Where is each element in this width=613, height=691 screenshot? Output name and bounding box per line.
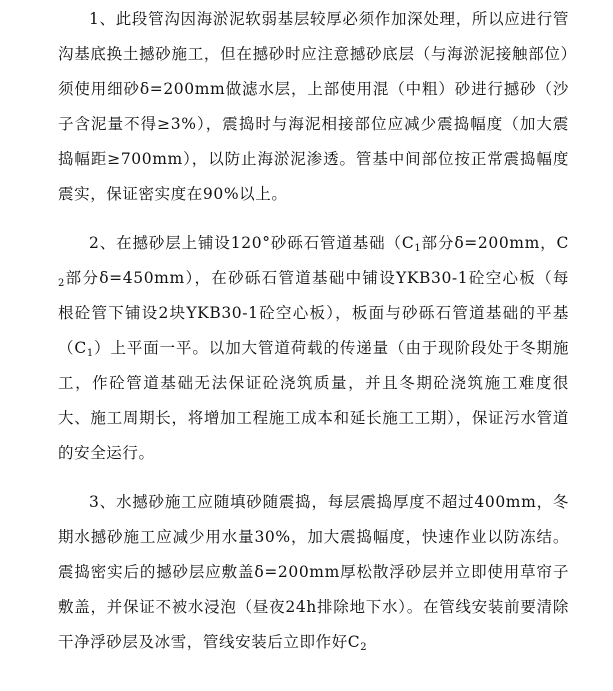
paragraph-2: 2、在撼砂层上铺设120°砂砾石管道基础（$C_1$部分δ=200mm，$C_2$部分δ=450mm），在砂砾石管道基础中铺设YKB30-1砼空心板（每根砼管下铺设2块YKB30-1砼空心板），板面与砂砾石管道基础的平基$(C_1)$上平面一平。以加大管道荷载的传递量（由于现阶段处于冬期施工，作砼管道基础无法保证砼浇筑质量，并且冬期砼浇筑施工难度很大、施工周期长，将增加工程施工成本和延长施工工期），保证污水管道的安全运行。: [58, 234, 570, 462]
paragraph-3: 3、水撼砂施工应随填砂随震捣，每层震捣厚度不超过400mm，冬期水撼砂施工应减少用水量30%，加大震捣幅度，快速作业以防冻结。震捣密实后的撼砂层应敷盖δ=200mm厚松散浮砂层并立即使用草帘子敷盖，并保证不被水浸泡（昼夜24h排除地下水）。在管线安装前要清除干净浮砂层及冰雪，管线安装后立即作好$C_2$: [58, 493, 569, 653]
paragraph-1: 1、此段管沟因海淤泥软弱基层较厚必须作加深处理，所以应进行管沟基底换土撼砂施工，但在撼砂时应注意撼砂底层（与海淤泥接触部位）须使用细砂δ=200mm做滤水层，上部使用混（中粗）砂进行撼砂（沙子含泥量不得≥3%），震捣时与海泥相接部位应减少震捣幅度（加大震捣幅距≥700mm），以防止海淤泥渗透。管基中间部位按正常震捣幅度震实，保证密实度在90%以上。: [58, 10, 569, 203]
